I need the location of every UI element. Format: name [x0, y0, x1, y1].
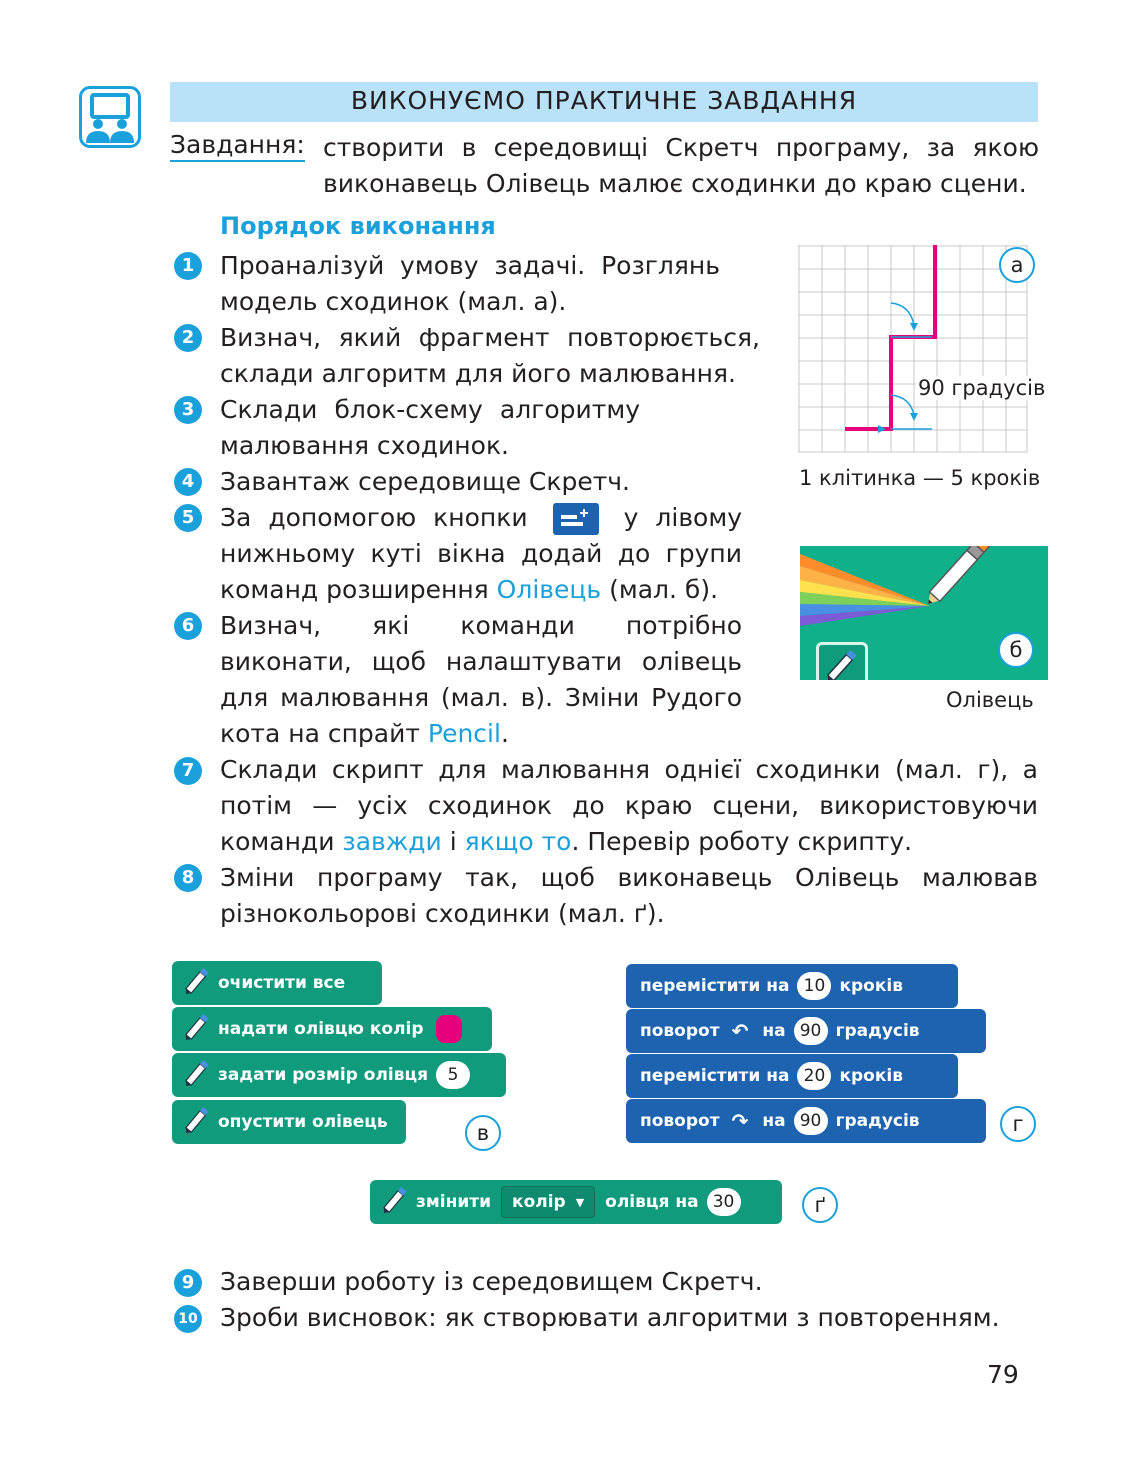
step-3-text: Склади блок-схему алгоритму малювання сходинок.	[220, 395, 640, 460]
pencil-icon	[819, 645, 865, 680]
pencil-extension-button[interactable]	[816, 642, 868, 680]
turn-right-block[interactable]: поворот ↷ на 90 градусів	[626, 1099, 986, 1143]
pen-size-input[interactable]: 5	[436, 1061, 470, 1089]
step-number-2: 2	[174, 324, 202, 352]
procedure-title: Порядок виконання	[220, 212, 496, 240]
set-pen-size-block[interactable]: задати розмір олівця 5	[172, 1053, 506, 1097]
set-pen-color-block[interactable]: надати олівцю колір	[172, 1007, 492, 1051]
figure-v-label: в	[465, 1115, 501, 1151]
step-number-6: 6	[174, 612, 202, 640]
step-1-text: Проаналізуй умову задачі. Розглянь модель сходинок (мал. а).	[220, 251, 720, 316]
pen-icon	[380, 1187, 410, 1217]
add-extension-button-icon	[553, 503, 599, 535]
step-9-text: Заверши роботу із середовищем Скретч.	[220, 1267, 763, 1296]
move-10-block[interactable]: перемістити на 10 кроків	[626, 964, 958, 1008]
step-2-text: Визнач, який фрагмент повторюється, склади алгоритм для його малювання.	[220, 323, 760, 388]
step-7-text: Склади скрипт для малювання однієї сходинки (мал. г), а потім — усіх сходинок до краю сцени, використовуючи команди завжди і якщо то. Перевір роботу скрипту.	[220, 755, 1038, 856]
pen-icon	[182, 1060, 212, 1090]
figure-a-label: а	[999, 247, 1035, 283]
clear-all-block[interactable]: очистити все	[172, 961, 382, 1005]
pen-icon	[182, 968, 212, 998]
step-number-7: 7	[174, 757, 202, 785]
task-label: Завдання:	[170, 130, 305, 162]
stairs-grid-figure	[798, 245, 1028, 455]
chevron-down-icon: ▼	[575, 1195, 585, 1209]
change-pen-color-block[interactable]: змінити колір ▼ олівця на 30	[370, 1180, 782, 1224]
step-number-4: 4	[174, 468, 202, 496]
move-20-block[interactable]: перемістити на 20 кроків	[626, 1054, 958, 1098]
step-number-5: 5	[174, 504, 202, 532]
step-5-text: За допомогою кнопки у лівому нижньому куті вікна додай до групи команд розширення Олівець (мал. б).	[220, 503, 743, 604]
page-number: 79	[987, 1360, 1019, 1389]
task-text: створити в середовищі Скретч програму, за якою виконавець Олівець малює сходинки до краю сцени.	[323, 133, 1039, 198]
step-number-9: 9	[174, 1269, 202, 1297]
practice-icon	[79, 86, 141, 148]
turn-left-block[interactable]: поворот ↶ на 90 градусів	[626, 1009, 986, 1053]
step-10-text: Зроби висновок: як створювати алгоритми з повторенням.	[220, 1303, 1000, 1332]
step-number-3: 3	[174, 396, 202, 424]
step-6-text: Визнач, які команди потрібно виконати, щоб налаштувати олівець для малювання (мал. в). Зміни Рудого кота на спрайт Pencil.	[220, 611, 742, 748]
param-dropdown[interactable]: колір ▼	[501, 1186, 595, 1218]
degrees-input[interactable]: 90	[794, 1017, 828, 1045]
rotate-right-icon: ↷	[731, 1109, 749, 1133]
step-8-text: Зміни програму так, щоб виконавець Олівець малював різнокольорові сходинки (мал. ґ).	[220, 863, 1038, 928]
angle-label: 90 градусів	[918, 376, 1046, 400]
pen-down-block[interactable]: опустити олівець	[172, 1100, 406, 1144]
rotate-left-icon: ↶	[731, 1019, 749, 1043]
step-number-10: 10	[174, 1305, 202, 1333]
change-value-input[interactable]: 30	[707, 1188, 741, 1216]
degrees-input[interactable]: 90	[794, 1107, 828, 1135]
figure-g-label: г	[1000, 1106, 1036, 1142]
step-number-1: 1	[174, 252, 202, 280]
page-title: ВИКОНУЄМО ПРАКТИЧНЕ ЗАВДАННЯ	[350, 86, 858, 115]
color-swatch[interactable]	[436, 1015, 462, 1043]
pen-icon	[182, 1014, 212, 1044]
step-4-text: Завантаж середовище Скретч.	[220, 467, 630, 496]
step-number-8: 8	[174, 864, 202, 892]
steps-input[interactable]: 20	[797, 1062, 831, 1090]
figure-b-caption: Олівець	[946, 688, 1034, 712]
figure-a-caption: 1 клітинка — 5 кроків	[799, 466, 1041, 490]
figure-ge-label: ґ	[802, 1187, 838, 1223]
pen-icon	[182, 1107, 212, 1137]
figure-b-label: б	[998, 632, 1034, 668]
steps-input[interactable]: 10	[797, 972, 831, 1000]
